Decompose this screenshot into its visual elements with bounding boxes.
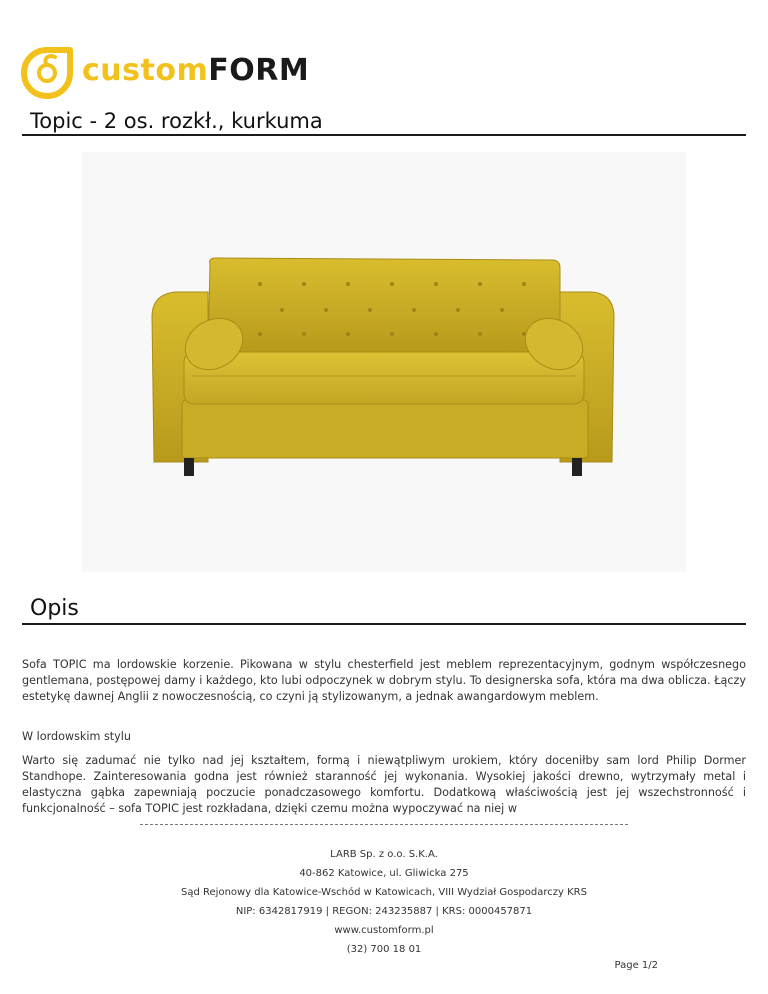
brand-name-part1: custom <box>82 53 209 88</box>
product-photo <box>82 152 686 572</box>
footer-company: LARB Sp. z o.o. S.K.A. <box>330 849 438 860</box>
page-number: Page 1/2 <box>614 960 658 971</box>
description-subheading: W lordowskim stylu <box>22 730 131 743</box>
section-divider <box>22 623 746 625</box>
footer-registration-ids: NIP: 6342817919 | REGON: 243235887 | KRS: 0000457871 <box>235 906 533 917</box>
footer-separator <box>140 824 628 825</box>
footer-website: www.customform.pl <box>334 925 434 936</box>
leaf-circle-icon <box>20 46 74 100</box>
brand-wordmark <box>82 53 310 88</box>
brand-logo <box>20 46 310 102</box>
footer-address: 40-862 Katowice, ul. Gliwicka 275 <box>299 868 469 879</box>
description-paragraph: Sofa TOPIC ma lordowskie korzenie. Pikowana w stylu chesterfield jest meblem reprezentacyjnym, godnym współczesnego gentlemana, postępowej damy i każdego, kto lubi odpoczynek w dobrym stylu. To designerska sofa, która ma dwa oblicza. Łączy estetykę dawnej Anglii z nowoczesnością, co czyni ją stylizowanym, a jednak awangardowym meblem. <box>22 658 746 703</box>
section-heading-description: Opis <box>30 596 79 621</box>
product-title: Topic - 2 os. rozkł., kurkuma <box>30 109 323 133</box>
title-divider <box>22 134 746 136</box>
sofa-illustration <box>82 152 686 572</box>
description-paragraph: Warto się zadumać nie tylko nad jej kształtem, formą i niewątpliwym urokiem, który doceniłby sam lord Philip Dormer Standhope. Zainteresowania godna jest również staranność jej wykonania. Wysokiej jakości drewno, wytrzymały metal i elastyczna gąbka zapewniają poczucie ponadczasowego komfortu. Dodatkową właściwością jest jej wszechstronność i funkcjonalność – sofa TOPIC jest rozkładana, dzięki czemu można wypoczywać na niej w <box>22 754 746 815</box>
brand-name-part2: FORM <box>208 53 310 88</box>
footer-court: Sąd Rejonowy dla Katowice-Wschód w Katowicach, VIII Wydział Gospodarczy KRS <box>181 887 587 898</box>
footer-phone: (32) 700 18 01 <box>346 944 422 955</box>
